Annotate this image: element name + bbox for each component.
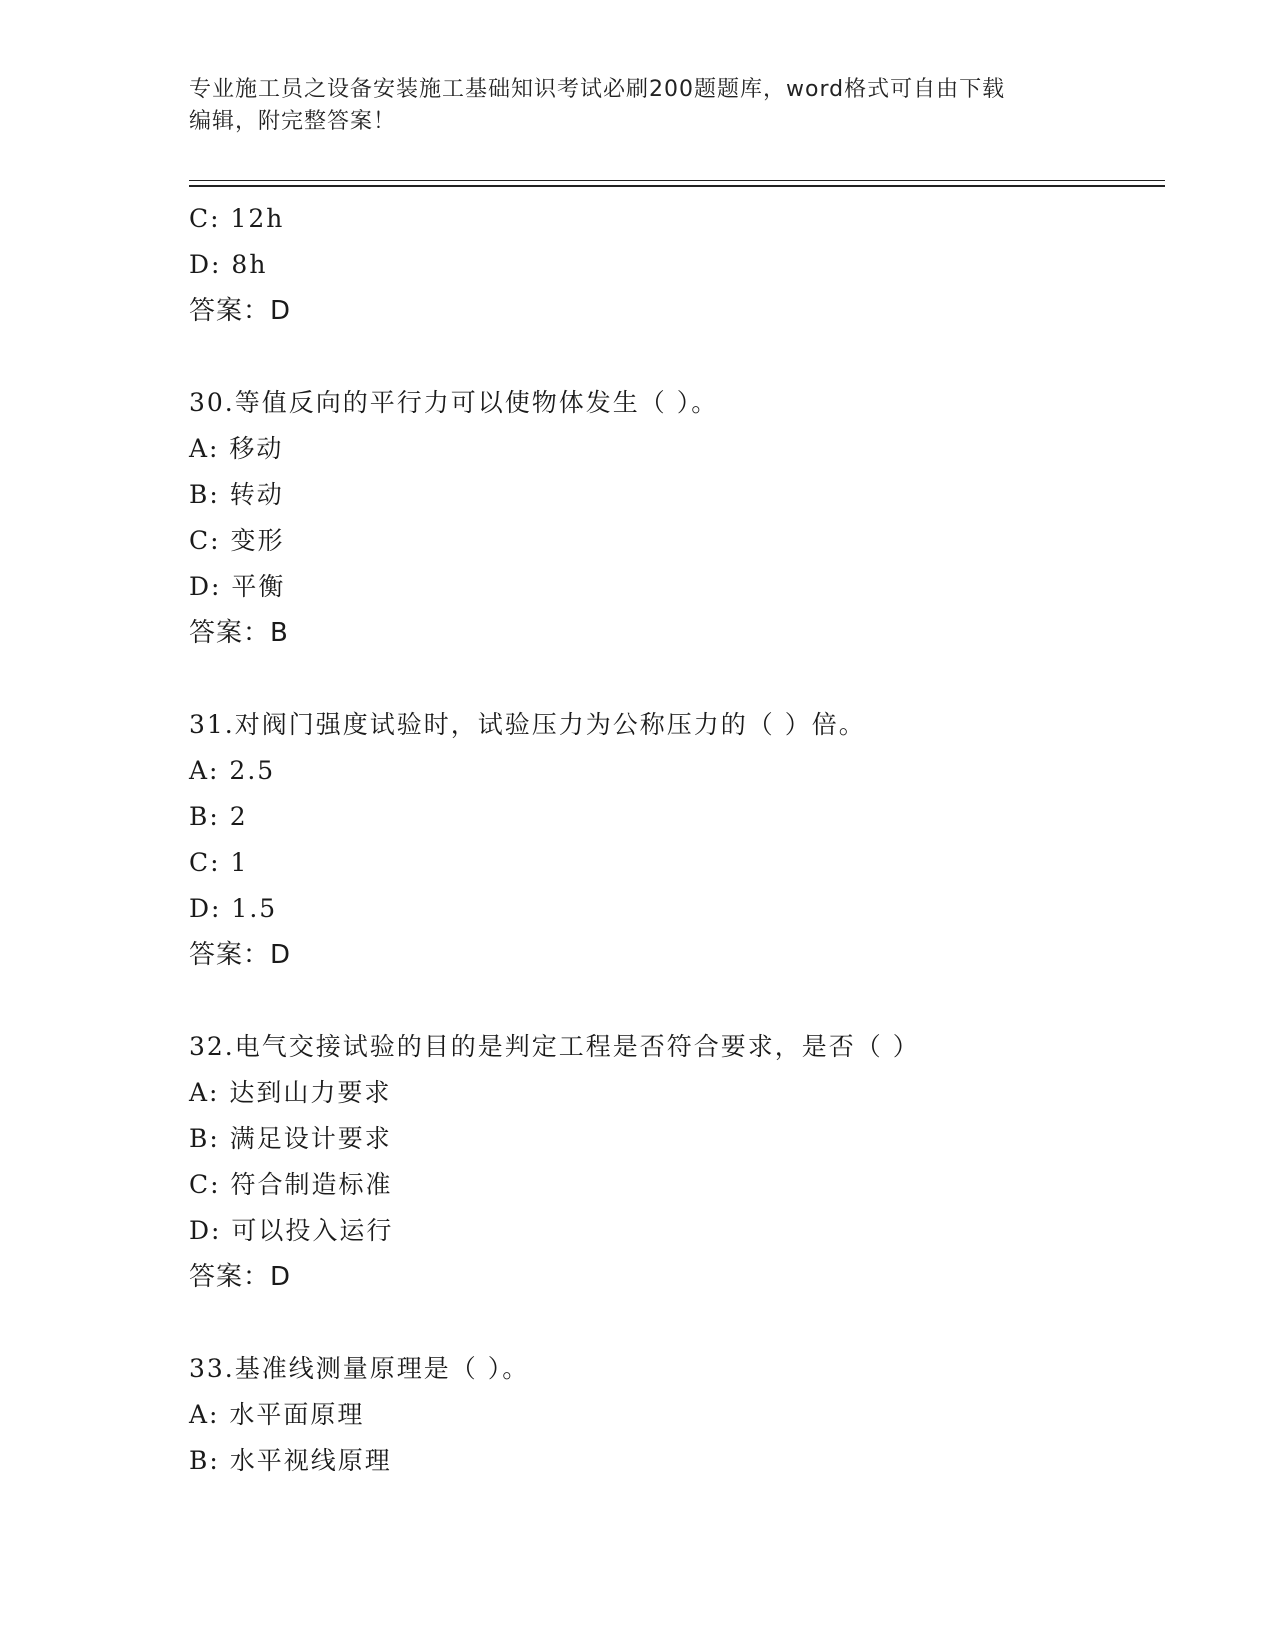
spacer — [189, 656, 1149, 702]
document-header — [189, 74, 1089, 138]
question-title: 32.电气交接试验的目的是判定工程是否符合要求，是否（ ） — [189, 1032, 920, 1061]
spacer — [189, 978, 1149, 1024]
header-line-2: 编辑，附完整答案！ — [189, 109, 397, 134]
option-b: B: 满足设计要求 — [189, 1124, 392, 1153]
option-a: A: 水平面原理 — [189, 1400, 365, 1429]
question-list — [189, 196, 1149, 1484]
answer-line: 答案：B — [189, 618, 289, 648]
header-divider — [189, 180, 1165, 187]
question-30 — [189, 380, 1149, 656]
option-b: B: 水平视线原理 — [189, 1446, 392, 1475]
question-33 — [189, 1346, 1149, 1484]
question-title: 31.对阀门强度试验时，试验压力为公称压力的（ ）倍。 — [189, 710, 866, 739]
option-a: A: 移动 — [189, 434, 284, 463]
answer-line: 答案：D — [189, 940, 292, 970]
option-b: B: 转动 — [189, 480, 284, 509]
option-d: D: 平衡 — [189, 572, 286, 601]
spacer — [189, 334, 1149, 380]
option-a: A: 2.5 — [189, 756, 276, 785]
answer-line: 答案：D — [189, 296, 292, 326]
question-title: 30.等值反向的平行力可以使物体发生（ ）。 — [189, 388, 719, 417]
option-c: C: 变形 — [189, 526, 285, 555]
option-c: C: 12h — [189, 204, 285, 233]
option-a: A: 达到山力要求 — [189, 1078, 392, 1107]
spacer — [189, 1300, 1149, 1346]
option-d: D: 8h — [189, 250, 268, 279]
option-b: B: 2 — [189, 802, 248, 831]
header-line-1: 专业施工员之设备安装施工基础知识考试必刷200题题库，word格式可自由下载 — [189, 77, 1006, 102]
option-c: C: 1 — [189, 848, 249, 877]
answer-line: 答案：D — [189, 1262, 292, 1292]
question-title: 33.基准线测量原理是（ ）。 — [189, 1354, 530, 1383]
question-31 — [189, 702, 1149, 978]
option-d: D: 1.5 — [189, 894, 278, 923]
option-c: C: 符合制造标准 — [189, 1170, 393, 1199]
question-29-continuation — [189, 196, 1149, 334]
option-d: D: 可以投入运行 — [189, 1216, 394, 1245]
question-32 — [189, 1024, 1149, 1300]
